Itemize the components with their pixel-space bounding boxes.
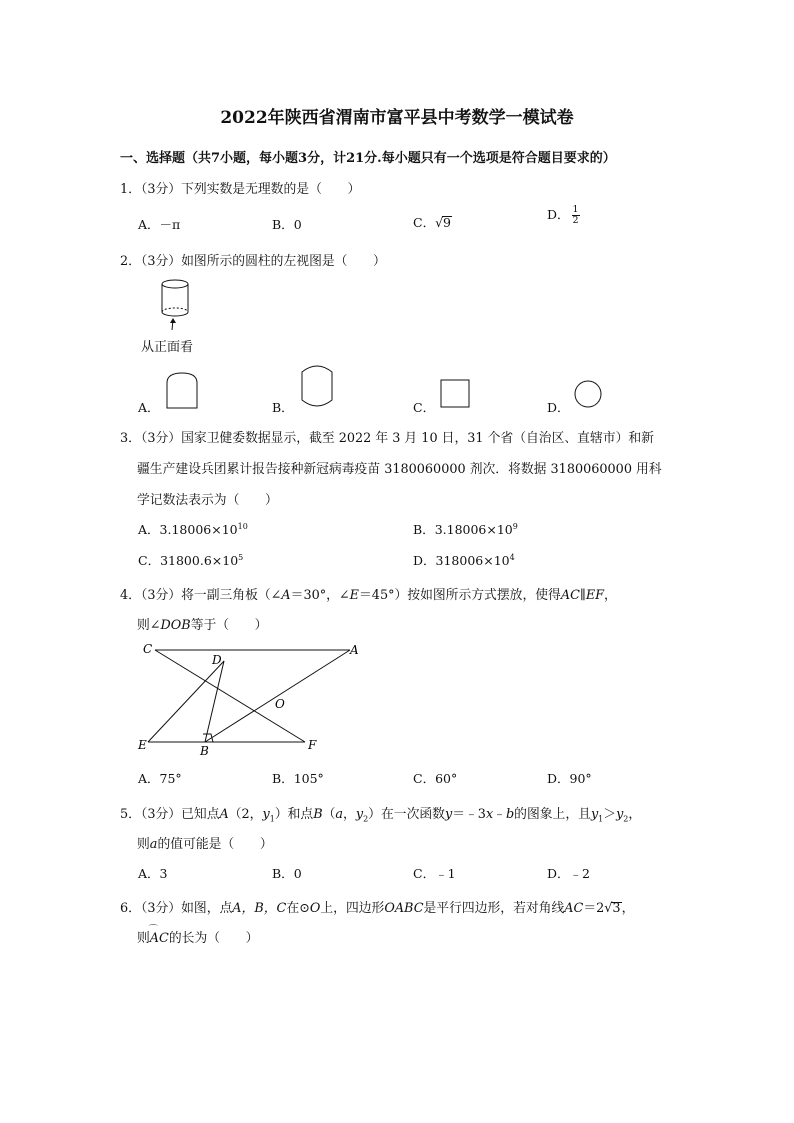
q2-option-c: C． bbox=[413, 400, 436, 415]
q3-option-b: B．$3.18006\times 10^9$ bbox=[413, 521, 518, 537]
q4-option-b: B．105° bbox=[272, 771, 324, 786]
q4-option-d: D．90° bbox=[547, 771, 592, 786]
section-heading: 一、选择题（共7小题，每小题3分，计21分.每小题只有一个选项是符合题目要求的） bbox=[120, 151, 616, 166]
question-5-line-1: 5．（3分）已知点A（2，$y_1$）和点B（a，$y_2$）在一次函数y＝﹣3x﹣b的图象上，且$y_1>y_2$， bbox=[120, 807, 642, 824]
point-label-c: C bbox=[143, 642, 153, 656]
q2-option-a-shape bbox=[165, 371, 199, 411]
question-1: 1．（3分）下列实数是无理数的是（ ） bbox=[120, 182, 361, 197]
q2-option-d: D． bbox=[547, 400, 570, 415]
point-label-b: B bbox=[200, 744, 209, 758]
q1-option-d: D． $\frac{1}{2}$ bbox=[547, 204, 579, 226]
question-3-line-2: 疆生产建设兵团累计报告接种新冠病毒疫苗 3180060000 剂次．将数据 3180060000 用科 bbox=[137, 462, 662, 477]
question-6-line-2: 则⌒ AC的长为（ ） bbox=[137, 927, 258, 946]
point-label-o: O bbox=[275, 697, 285, 711]
q4-option-c: C．60° bbox=[413, 771, 458, 786]
question-4-line-1: 4．（3分）将一副三角板（∠A＝30°，∠E＝45°）按如图所示方式摆放，使得AC∥EF， bbox=[120, 588, 617, 603]
q2-option-b: B． bbox=[272, 400, 294, 415]
triangle-figure bbox=[130, 640, 370, 760]
q5-option-c: C．﹣1 bbox=[413, 866, 456, 881]
figure-caption: 从正面看 bbox=[141, 340, 194, 355]
question-2: 2．（3分）如图所示的圆柱的左视图是（ ） bbox=[120, 254, 386, 269]
q3-option-a: A．$3.18006\times 10^{10}$ bbox=[138, 521, 248, 537]
q4-option-a: A．75° bbox=[138, 771, 182, 786]
point-label-f: F bbox=[308, 738, 317, 752]
q1-option-a: A．－π bbox=[138, 217, 181, 232]
cylinder-figure bbox=[150, 275, 200, 335]
q2-option-d-shape bbox=[574, 380, 604, 410]
question-5-line-2: 则a的值可能是（ ） bbox=[137, 837, 273, 852]
page-title: 2022年陕西省渭南市富平县中考数学一模试卷 bbox=[220, 108, 574, 128]
q3-option-c: C．$31800.6\times 10^5$ bbox=[138, 552, 244, 568]
question-3-line-3: 学记数法表示为（ ） bbox=[137, 493, 278, 508]
q1-option-c: C．√9 bbox=[413, 215, 451, 230]
q2-option-a: A． bbox=[138, 400, 160, 415]
q5-option-a: A．3 bbox=[138, 866, 168, 881]
q3-option-d: D．$318006\times 10^4$ bbox=[413, 552, 515, 568]
q5-option-b: B．0 bbox=[272, 866, 302, 881]
q2-option-c-shape bbox=[440, 379, 472, 409]
point-label-e: E bbox=[138, 738, 147, 752]
point-label-d: D bbox=[212, 653, 222, 667]
question-3-line-1: 3．（3分）国家卫健委数据显示，截至 2022 年 3 月 10 日，31 个省（自治区、直辖市）和新 bbox=[120, 431, 654, 446]
q2-option-b-shape bbox=[300, 362, 334, 412]
question-4-line-2: 则∠DOB等于（ ） bbox=[137, 618, 268, 633]
q1-option-b: B．0 bbox=[272, 217, 302, 232]
q5-option-d: D．﹣2 bbox=[547, 866, 590, 881]
point-label-a: A bbox=[350, 643, 359, 657]
question-6-line-1: 6．（3分）如图，点A，B，C在⊙O上，四边形OABC是平行四边形，若对角线AC＝2√3， bbox=[120, 901, 635, 916]
